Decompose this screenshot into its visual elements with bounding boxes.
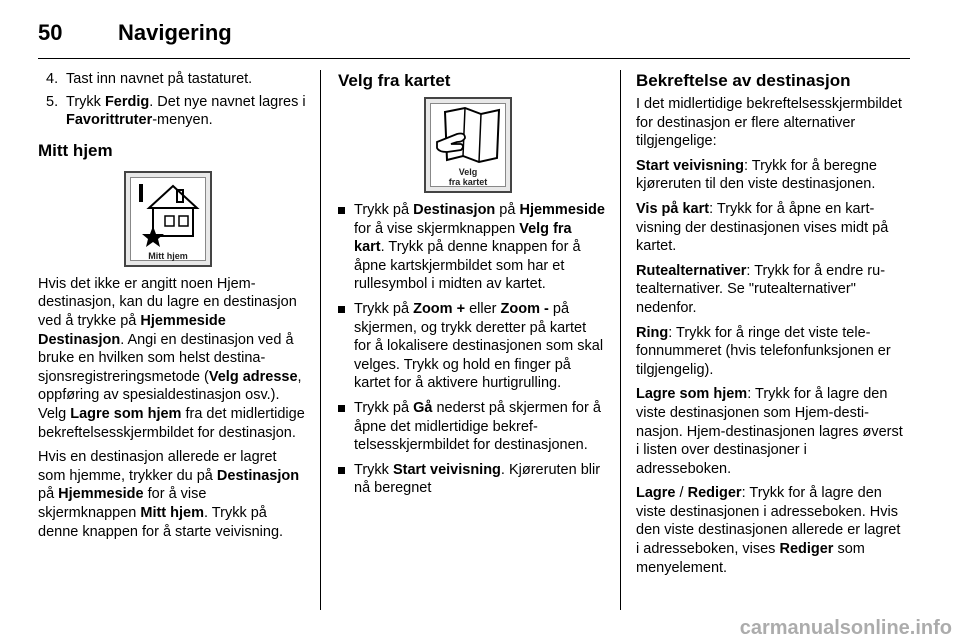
text-run: , oppføring av spesialdestinasjon osv.). Velg bbox=[38, 368, 302, 422]
paragraph bbox=[636, 484, 904, 577]
text-run: : Trykk for å endre rutealternativer. Se "rutealternativer" nedenfor. bbox=[636, 262, 886, 316]
paragraph bbox=[636, 385, 904, 478]
section-heading-mitt-hjem: Mitt hjem bbox=[38, 140, 113, 160]
text-run: Trykk bbox=[66, 93, 105, 110]
bold-term: Start veivisning bbox=[392, 461, 501, 478]
page-header bbox=[38, 14, 908, 54]
text-run: fra det midlertidige bekreftelsesskjermbildet for destinasjon. bbox=[38, 405, 305, 441]
step-number: 5. bbox=[46, 93, 59, 110]
text-run: Trykk på bbox=[354, 399, 414, 416]
bold-term: Ring bbox=[636, 324, 669, 341]
step-item bbox=[38, 93, 306, 130]
column-1 bbox=[38, 70, 306, 547]
page-number: 50 bbox=[38, 20, 63, 45]
bullet-item bbox=[338, 461, 606, 498]
home-icon bbox=[124, 171, 212, 267]
column-3 bbox=[636, 70, 904, 583]
paragraph bbox=[636, 262, 904, 318]
bold-term: Hjemmeside bbox=[58, 486, 144, 503]
text-run: Tast inn navnet på tastaturet. bbox=[66, 71, 253, 87]
bold-term: Zoom + bbox=[413, 300, 466, 317]
bold-term: Hjemmeside Destinasjon bbox=[38, 312, 226, 348]
text-run: nederst på skjermen for å åpne det midlertidige bekreftelsesskjermbildet for destinasjonen. bbox=[354, 399, 601, 454]
bold-term: Vis på kart bbox=[636, 200, 710, 217]
map-icon-caption-line2: fra kartet bbox=[448, 177, 488, 187]
text-run: for å vise skjermknappen bbox=[354, 220, 520, 237]
text-run: på bbox=[495, 202, 520, 218]
text-run: . Trykk på denne knappen for å starte veivisning. bbox=[38, 504, 284, 540]
bold-term: Gå bbox=[413, 399, 433, 416]
column-divider-2 bbox=[620, 70, 621, 610]
bold-term: Favorittruter bbox=[66, 112, 153, 129]
text-run: Trykk på bbox=[354, 202, 414, 218]
text-run: : Trykk for å lagre den viste destinasjonen i adresseboken. Hvis den viste destinasjonen allerede er lagret i adresseboken, vises bbox=[636, 485, 901, 558]
column-divider-1 bbox=[320, 70, 321, 610]
bullet-item bbox=[338, 300, 606, 393]
bold-term: Velg fra kart bbox=[354, 220, 572, 256]
house-star-icon bbox=[131, 178, 209, 248]
map-bullet-list bbox=[338, 201, 606, 498]
bullet-square-icon bbox=[338, 207, 345, 214]
bold-term: Velg adresse bbox=[208, 368, 298, 385]
map-icon-caption-line1: Velg bbox=[458, 167, 478, 177]
chapter-title: Navigering bbox=[118, 20, 232, 45]
bold-term: Lagre som hjem bbox=[636, 386, 748, 403]
text-run: : Trykk for å beregne kjøreruten til den viste destinasjonen. bbox=[636, 157, 877, 193]
home-icon-caption: Mitt hjem bbox=[148, 250, 188, 261]
text-run: : Trykk for å lagre den viste destinasjonen som Hjem-destinasjon. Hjem-destinasjonen lagres øverst i listen over destinasjoner i adresseboken. bbox=[636, 386, 903, 477]
text-run: / bbox=[675, 485, 688, 502]
bold-term: Destinasjon bbox=[216, 467, 300, 484]
text-run: : Trykk for å åpne en kartvisning der destinasjonen vises midt på kartet. bbox=[636, 200, 889, 255]
step-number: 4. bbox=[46, 71, 59, 87]
bold-term: Rutealternativer bbox=[636, 262, 747, 279]
paragraph bbox=[636, 157, 904, 194]
bold-term: Destinasjon bbox=[413, 202, 496, 218]
header-rule bbox=[38, 58, 910, 59]
step-text bbox=[66, 71, 252, 87]
text-run: for å vise skjermknappen bbox=[38, 486, 207, 521]
paragraph-home-1 bbox=[38, 275, 306, 442]
bullet-square-icon bbox=[338, 306, 345, 313]
steps-list bbox=[38, 70, 306, 130]
paragraph-home-2 bbox=[38, 448, 306, 541]
text-run: Trykk på bbox=[354, 300, 414, 317]
step-text bbox=[66, 94, 306, 129]
paragraph bbox=[636, 324, 904, 380]
bold-term: Hjemmeside bbox=[519, 202, 605, 218]
bullet-square-icon bbox=[338, 467, 345, 474]
text-run: I det midlertidige bekreftelsesskjermbildet for destinasjon er flere alternativer tilgjengelige: bbox=[636, 96, 902, 150]
text-run: på skjermen, og trykk deretter på kartet for å lokalisere destinasjonen som skal velges. Trykk og hold en finger på kartet for å aktivere hurtigrulling. bbox=[354, 300, 604, 392]
bullet-item bbox=[338, 201, 606, 294]
section-heading-velg-fra-kartet: Velg fra kartet bbox=[338, 71, 451, 90]
text-run: . Kjøreruten blir nå beregnet bbox=[354, 461, 601, 497]
paragraph bbox=[636, 95, 904, 151]
text-run: Hvis en destinasjon allerede er lagret som hjemme, trykker du på bbox=[38, 449, 277, 484]
text-run: som menyelement. bbox=[636, 541, 865, 576]
text-run: . Trykk på denne knappen for å åpne kartskjermbildet som har et rullesymbol i midten av kartet. bbox=[354, 239, 581, 293]
paragraph bbox=[636, 200, 904, 256]
text-run: Hvis det ikke er angitt noen Hjemdestinasjon, kan du lagre en destinasjon ved å trykke på bbox=[38, 275, 297, 329]
bold-term: Lagre bbox=[636, 485, 676, 502]
text-run: . Det nye navnet lagres i bbox=[149, 93, 306, 110]
column-2 bbox=[338, 70, 606, 504]
text-run: . Angi en destinasjon ved å bruke en hvilken som helst destinasjonsregistreringsmetode ( bbox=[38, 331, 294, 385]
map-icon bbox=[424, 97, 512, 193]
bullet-square-icon bbox=[338, 405, 345, 412]
text-run: på bbox=[38, 486, 59, 503]
step-item bbox=[38, 70, 306, 89]
map-hand-icon bbox=[431, 104, 509, 166]
bold-term: Rediger bbox=[687, 485, 742, 502]
bold-term: Start veivisning bbox=[636, 157, 744, 174]
bold-term: Ferdig bbox=[104, 93, 150, 110]
watermark: carmanualsonline.info bbox=[739, 617, 952, 639]
text-run: -menyen. bbox=[152, 112, 213, 129]
bullet-item bbox=[338, 399, 606, 455]
text-run: : Trykk for å ringe det viste telefonnummeret (hvis telefonfunksjonen er tilgjengelig). bbox=[636, 324, 891, 378]
bold-term: Rediger bbox=[779, 541, 834, 558]
confirmation-paragraphs bbox=[636, 95, 904, 577]
text-run: eller bbox=[465, 300, 501, 317]
bold-term: Zoom - bbox=[500, 300, 549, 317]
text-run: Trykk bbox=[354, 461, 393, 478]
bold-term: Mitt hjem bbox=[140, 504, 204, 521]
bold-term: Lagre som hjem bbox=[70, 405, 182, 422]
section-heading-bekreftelse: Bekreftelse av destinasjon bbox=[636, 71, 851, 90]
